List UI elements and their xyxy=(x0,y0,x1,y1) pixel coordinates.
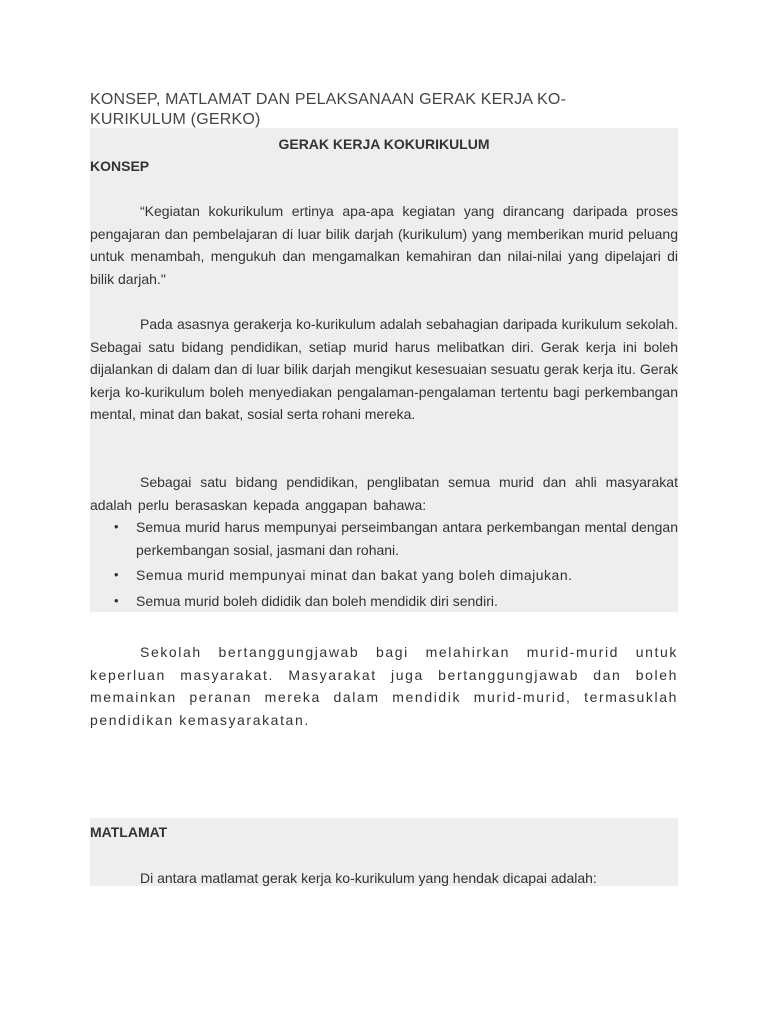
konsep-heading: KONSEP xyxy=(90,158,150,174)
matlamat-intro: Di antara matlamat gerak kerja ko-kurikulum yang hendak dicapai adalah: xyxy=(140,870,597,886)
document-title: KONSEP, MATLAMAT DAN PELAKSANAAN GERAK KERJA KO-KURIKULUM (GERKO) xyxy=(90,91,567,128)
matlamat-heading: MATLAMAT xyxy=(90,824,168,840)
paragraph-3: Sebagai satu bidang pendidikan, penglibatan semua murid dan ahli masyarakat adalah perlu berasaskan kepada anggapan bahawa: xyxy=(90,474,678,513)
quote-paragraph: “Kegiatan kokurikulum ertinya apa-apa kegiatan yang dirancang daripada proses pengajaran dan pembelajaran di luar bilik darjah (kurikulum) yang memberikan murid peluang untuk menambah, mengukuh dan mengamalkan kemahiran dan nilai-nilai yang dipelajari di bilik darjah." xyxy=(90,203,678,287)
bullet-icon: • xyxy=(114,567,120,582)
paragraph-2: Pada asasnya gerakerja ko-kurikulum adalah sebahagian daripada kurikulum sekolah. Sebagai satu bidang pendidikan, setiap murid harus melibatkan diri. Gerak kerja ini boleh dijalankan di dalam dan di luar bilik darjah mengikut kesesuaian sesuatu gerak kerja itu. Gerak kerja ko-kurikulum boleh menyediakan pengalaman-pengalaman tertentu bagi perkembangan mental, minat dan bakat, sosial serta rohani mereka. xyxy=(90,316,678,422)
bullet-icon: • xyxy=(114,592,119,608)
bullet-item: • Semua murid mempunyai minat dan bakat yang boleh dimajukan. xyxy=(90,564,678,587)
paragraph-4: Sekolah bertanggungjawab bagi melahirkan murid-murid untuk keperluan masyarakat. Masyarakat juga bertanggungjawab dan boleh memainkan peranan mereka dalam mendidik murid-murid, termasuklah pendidikan kemasyarakatan. xyxy=(90,644,678,728)
bullet-list xyxy=(90,516,678,612)
bullet-icon: • xyxy=(114,519,119,534)
section-heading: GERAK KERJA KOKURIKULUM xyxy=(278,136,490,152)
bullet-item: • Semua murid harus mempunyai perseimbangan antara perkembangan mental dengan perkembangan sosial, jasmani dan rohani. xyxy=(90,516,678,561)
bullet-item: • Semua murid boleh dididik dan boleh mendidik diri sendiri. xyxy=(90,590,678,613)
